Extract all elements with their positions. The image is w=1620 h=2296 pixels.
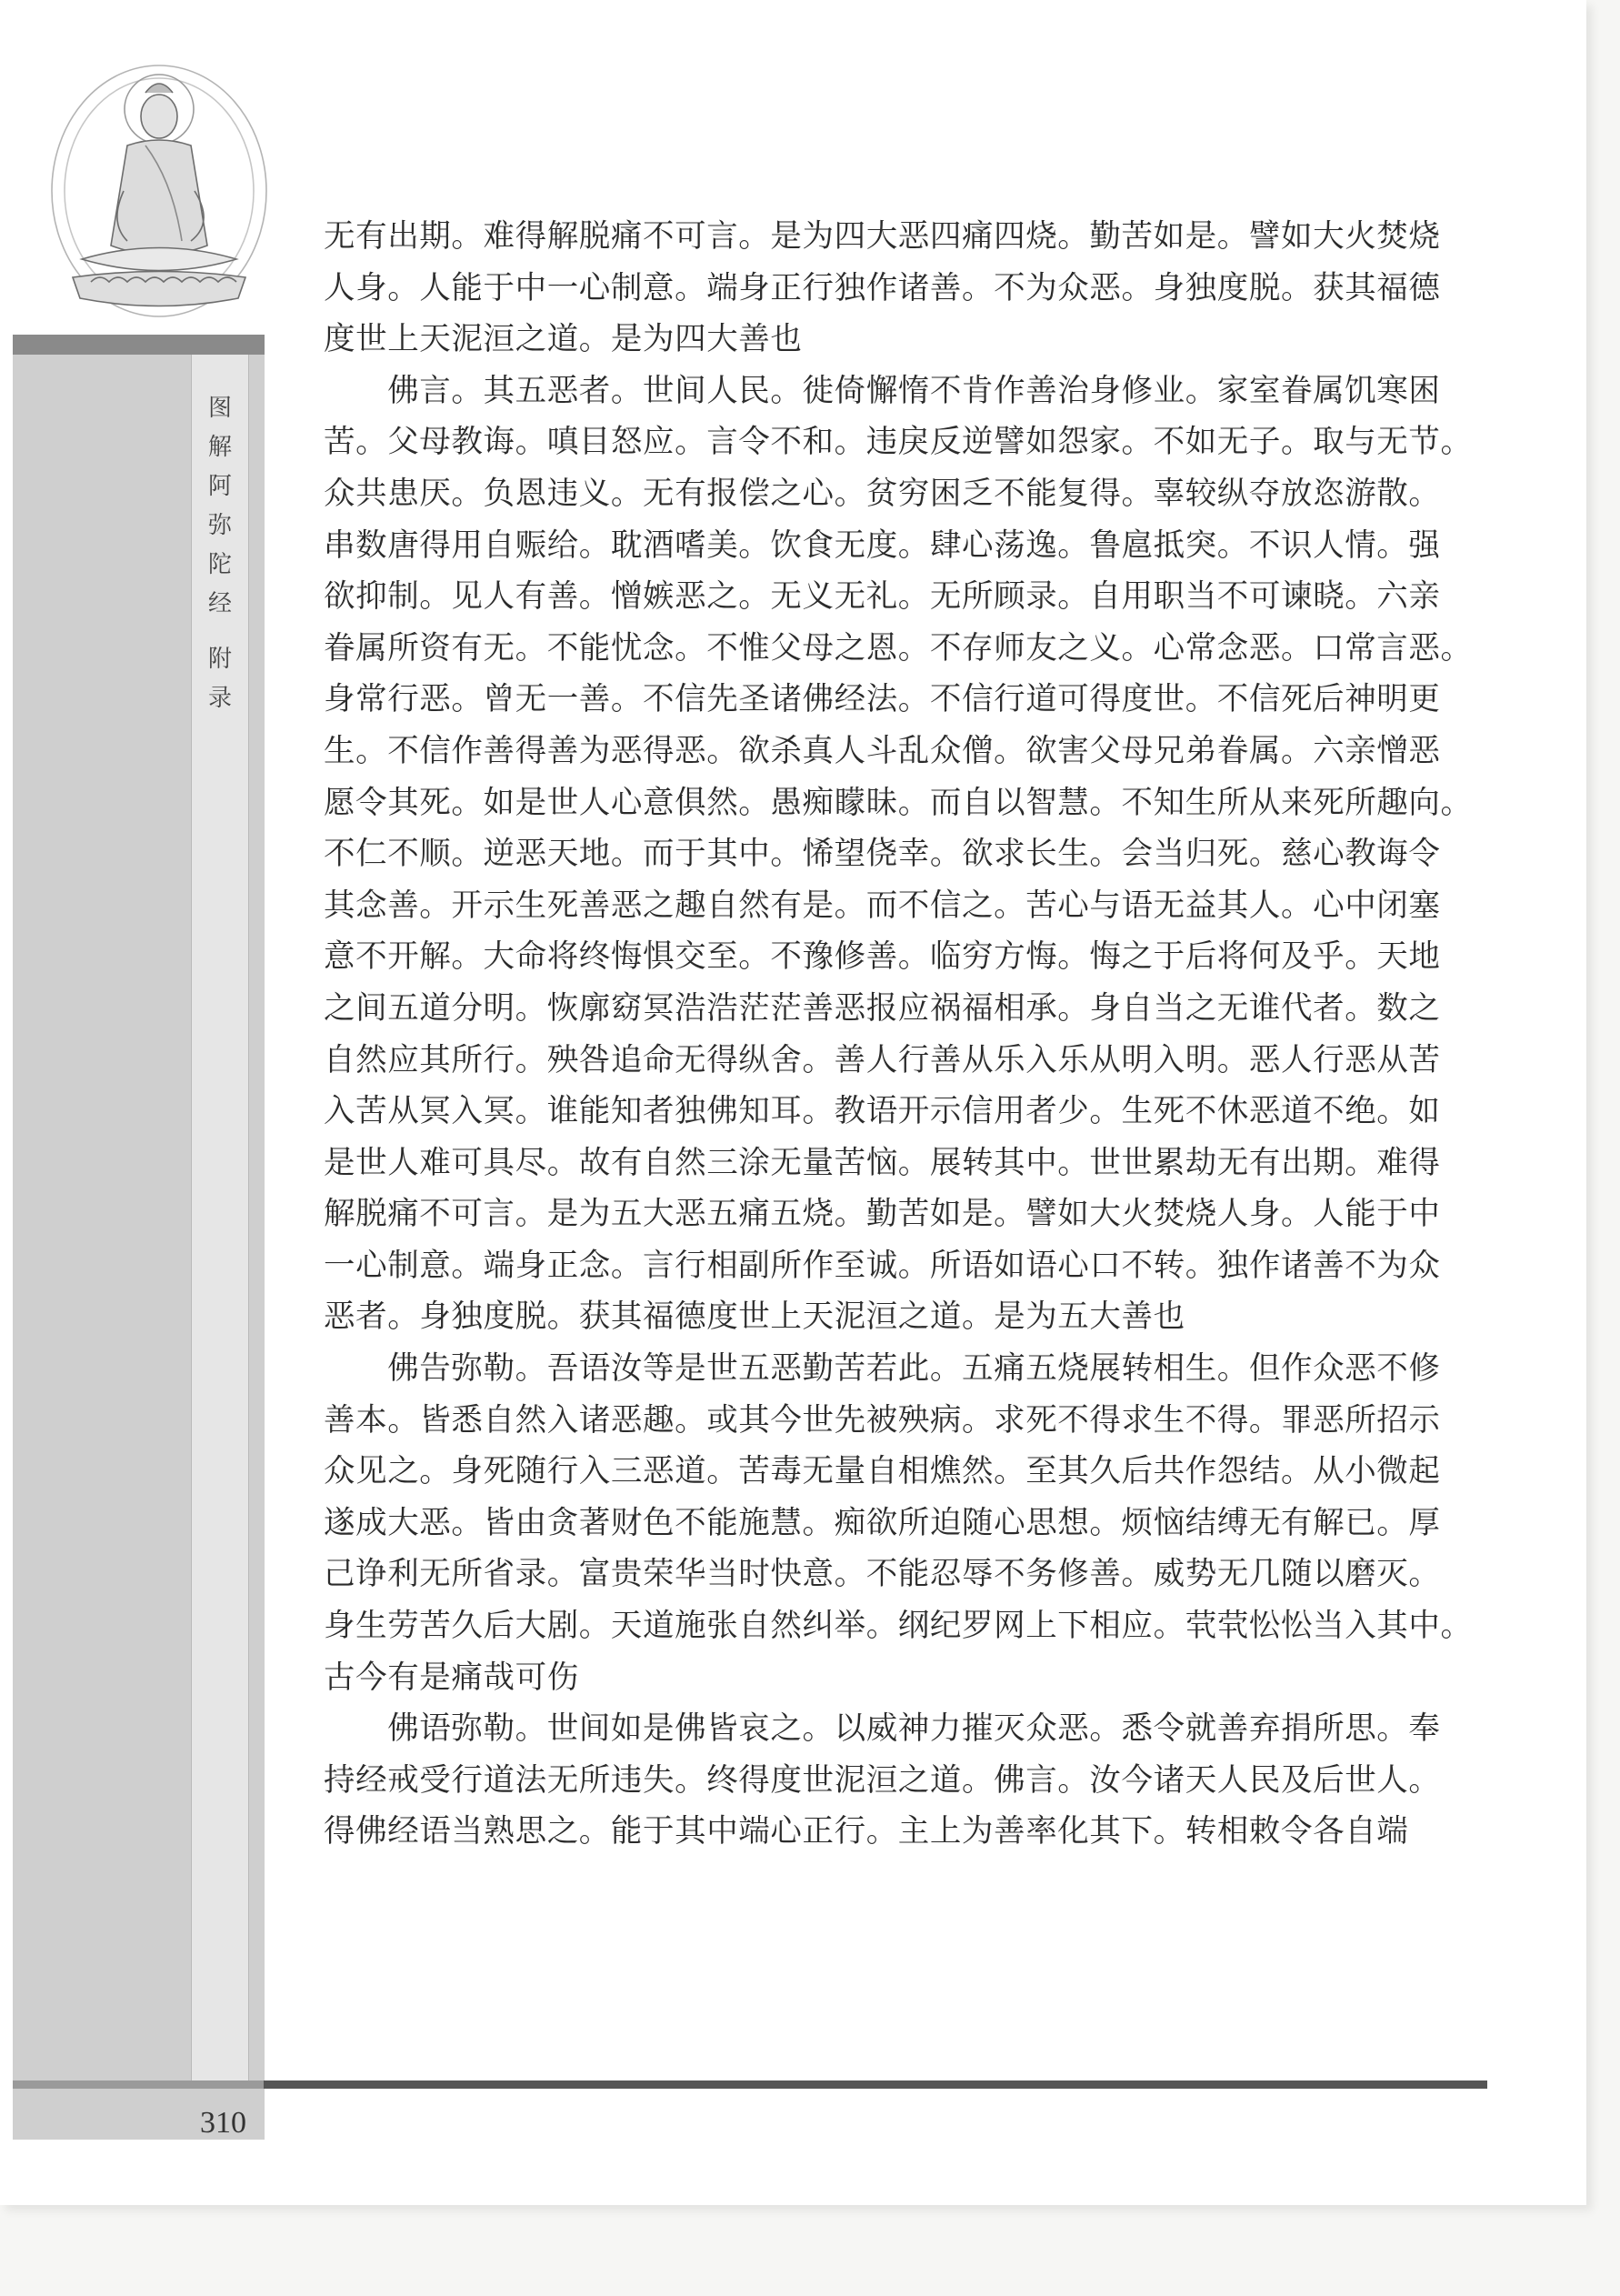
side-title-char: 弥 — [207, 512, 232, 539]
side-title-char: 附 — [207, 646, 232, 673]
side-title-char: 陀 — [207, 551, 232, 578]
side-rail-top-bar — [13, 335, 265, 355]
paragraph: 佛告弥勒。吾语汝等是世五恶勤苦若此。五痛五烧展转相生。但作众恶不修 善本。皆悉自然入诸恶趣。或其今世先被殃病。求死不得求生不得。罪恶所招示 众见之。身死随行入三恶道。苦毒无量自相燋然。至其久后共作怨结。从小微起 遂成大恶。皆由贪著财色不能施慧。痴欲所迫随心思想。烦恼结缚无有解已。厚 己诤利无所省录。富贵荣华当时快意。不能忍辱不务修善。威势无几随以磨灭。 身生劳苦久后大剧。天道施张自然纠举。纲纪罗网上下相应。茕茕忪忪当入其中。 古今有是痛哉可伤 — [324, 1350, 1473, 1696]
side-title-char: 经 — [207, 590, 232, 617]
side-title-char: 解 — [207, 434, 232, 461]
side-title-char: 录 — [207, 685, 232, 712]
page-number: 310 — [200, 2106, 246, 2140]
body-text — [324, 211, 1505, 1858]
paragraph: 无有出期。难得解脱痛不可言。是为四大恶四痛四烧。勤苦如是。譬如大火焚烧 人身。人能于中一心制意。端身正行独作诸善。不为众恶。身独度脱。获其福德 度世上天泥洹之道。是为四大善也 — [324, 218, 1441, 358]
paragraph: 佛语弥勒。世间如是佛皆哀之。以威神力摧灭众恶。悉令就善弃捐所思。奉 持经戒受行道法无所违失。终得度世泥洹之道。佛言。汝今诸天人民及后世人。 得佛经语当熟思之。能于其中端心正行。主上为善率化其下。转相敕令各自端 — [324, 1710, 1441, 1850]
paragraph: 佛言。其五恶者。世间人民。徙倚懈惰不肯作善治身修业。家室眷属饥寒困 苦。父母教诲。嗔目怒应。言令不和。违戾反逆譬如怨家。不如无子。取与无节。 众共患厌。负恩违义。无有报偿之心。贫穷困乏不能复得。辜较纵夺放恣游散。 串数唐得用自赈给。耽酒嗜美。饮食无度。肆心荡逸。鲁扈抵突。不识人情。强 欲抑制。见人有善。憎嫉恶之。无义无礼。无所顾录。自用职当不可谏晓。六亲 眷属所资有无。不能忧念。不惟父母之恩。不存师友之义。心常念恶。口常言恶。 身常行恶。曾无一善。不信先圣诸佛经法。不信行道可得度世。不信死后神明更 生。不信作善得善为恶得恶。欲杀真人斗乱众僧。欲害父母兄弟眷属。六亲憎恶 愿令其死。如是世人心意俱然。愚痴矇昧。而自以智慧。不知生所从来死所趣向。 不仁不顺。逆恶天地。而于其中。悕望侥幸。欲求长生。会当归死。慈心教诲令 其念善。开示生死善恶之趣自然有是。而不信之。苦心与语无益其人。心中闭塞 意不开解。大命将终悔惧交至。不豫修善。临穷方悔。悔之于后将何及乎。天地 之间五道分明。恢廓窈冥浩浩茫茫善恶报应祸福相承。身自当之无谁代者。数之 自然应其所行。殃咎追命无得纵舍。善人行善从乐入乐从明入明。恶人行恶从苦 入苦从冥入冥。谁能知者独佛知耳。教语开示信用者少。生死不休恶道不绝。如 是世人难可具尽。故有自然三涂无量苦恼。展转其中。世世累劫无有出期。难得 解脱痛不可言。是为五大恶五痛五烧。勤苦如是。譬如大火焚烧人身。人能于中 一心制意。端身正念。言行相副所作至诚。所语如语心口不转。独作诸善不为众 恶者。身独度脱。获其福德度世上天泥洹之道。是为五大善也 — [324, 372, 1473, 1336]
bottom-rule — [264, 2080, 1487, 2089]
buddha-illustration — [36, 55, 282, 327]
side-title — [200, 389, 240, 718]
side-title-char: 图 — [207, 395, 232, 422]
side-title-char: 阿 — [207, 473, 232, 500]
bottom-rail — [13, 2080, 265, 2089]
